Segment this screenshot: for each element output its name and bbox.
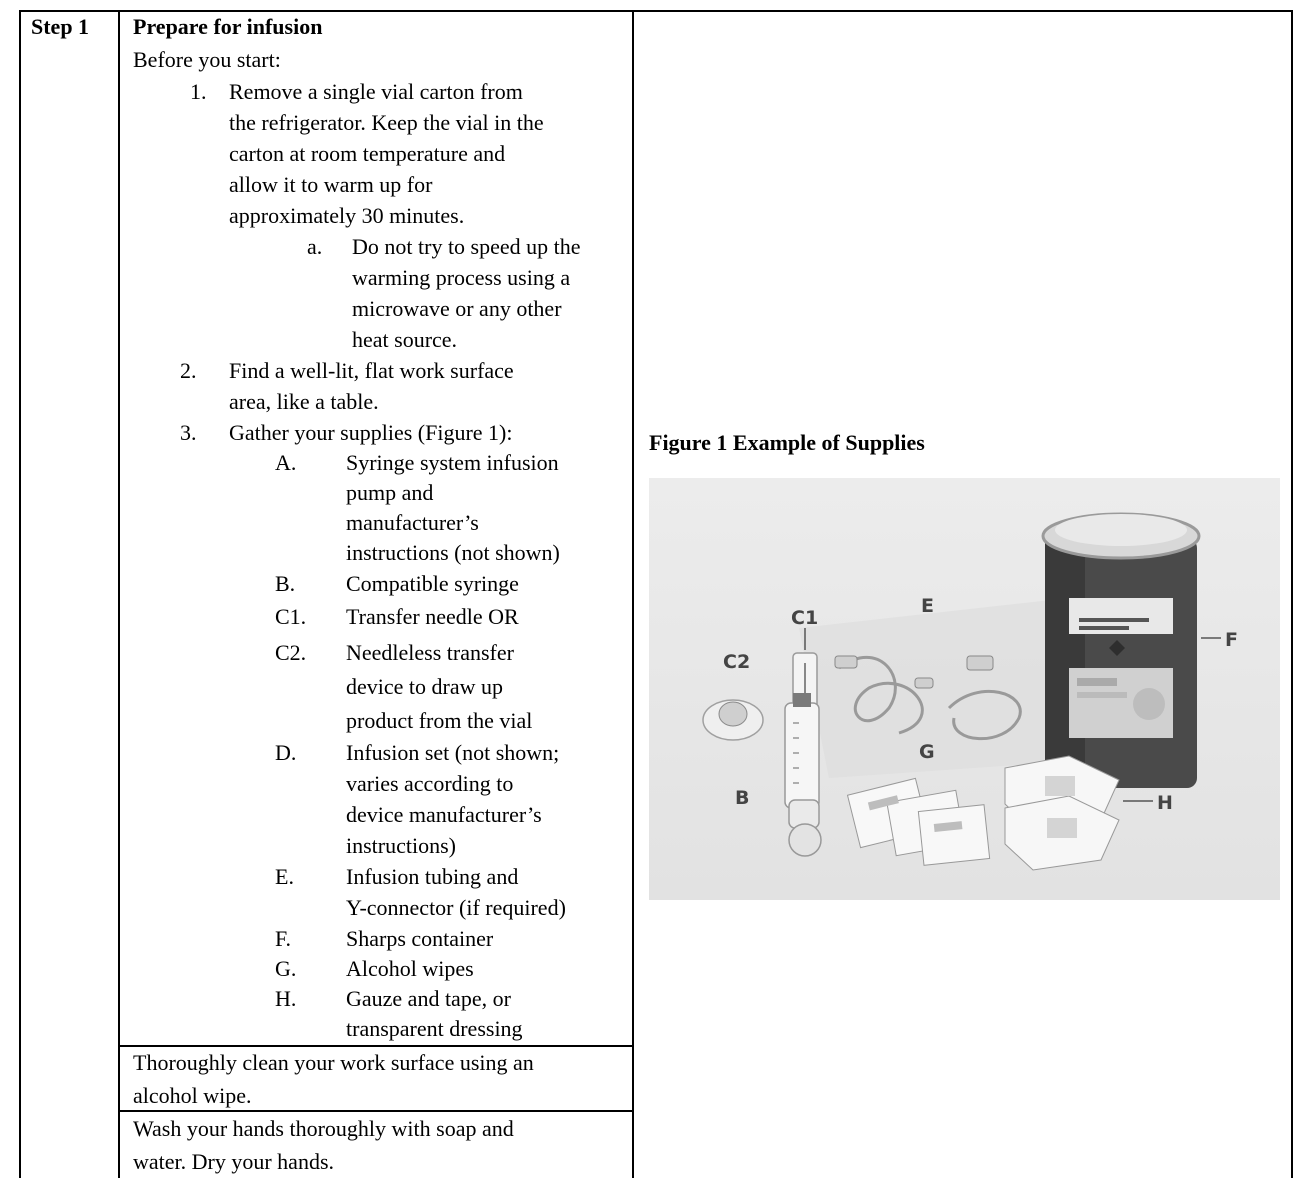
figure-label: B	[735, 787, 750, 809]
supply-letter: E.	[275, 864, 294, 889]
list-item-line: Gather your supplies (Figure 1):	[229, 420, 513, 445]
supply-letter: C2.	[275, 640, 307, 665]
step-label: Step 1	[31, 14, 90, 39]
figure-label: F	[1225, 629, 1238, 651]
supply-letter: D.	[275, 740, 297, 765]
supply-line: Transfer needle OR	[346, 604, 519, 629]
figure-label: E	[921, 595, 934, 617]
supply-line: Compatible syringe	[346, 571, 519, 596]
list-number: 2.	[180, 358, 197, 383]
supply-line: manufacturer’s	[346, 510, 479, 535]
supply-line: device to draw up	[346, 674, 503, 699]
wash-instruction-line: water. Dry your hands.	[133, 1149, 335, 1174]
supplies-figure	[649, 478, 1280, 900]
wash-instruction-line: Wash your hands thoroughly with soap and	[133, 1116, 514, 1141]
supply-line: Syringe system infusion	[346, 450, 559, 475]
table-border-left	[19, 10, 21, 1178]
clean-instruction-line: alcohol wipe.	[133, 1083, 252, 1108]
supply-line: product from the vial	[346, 708, 533, 733]
supply-line: transparent dressing	[346, 1016, 523, 1041]
supply-letter: C1.	[275, 604, 307, 629]
supply-line: Gauze and tape, or	[346, 986, 511, 1011]
list-number: a.	[307, 234, 323, 259]
supply-letter: G.	[275, 956, 297, 981]
list-item-line: microwave or any other	[352, 296, 562, 321]
supply-letter: F.	[275, 926, 291, 951]
supply-line: Sharps container	[346, 926, 494, 951]
supply-letter: B.	[275, 571, 296, 596]
clean-instruction-line: Thoroughly clean your work surface using an	[133, 1050, 534, 1075]
list-item-line: carton at room temperature and	[229, 141, 506, 166]
list-item-line: approximately 30 minutes.	[229, 203, 465, 228]
supply-line: Y-connector (if required)	[346, 895, 566, 920]
list-item-line: the refrigerator. Keep the vial in the	[229, 110, 544, 135]
list-item-line: Find a well-lit, flat work surface	[229, 358, 514, 383]
table-border-top	[19, 10, 1293, 12]
intro-text: Before you start:	[133, 47, 281, 72]
figure-label: H	[1157, 792, 1173, 814]
supply-line: device manufacturer’s	[346, 802, 542, 827]
figure-label: C2	[723, 651, 751, 673]
table-column-divider-1	[118, 10, 120, 1178]
supply-line: varies according to	[346, 771, 514, 796]
list-item-line: allow it to warm up for	[229, 172, 433, 197]
supply-line: Infusion tubing and	[346, 864, 519, 889]
list-number: 3.	[180, 420, 197, 445]
table-column-divider-2	[632, 10, 634, 1178]
supply-line: Needleless transfer	[346, 640, 514, 665]
supply-line: Infusion set (not shown;	[346, 740, 560, 765]
supply-letter: H.	[275, 986, 297, 1011]
list-item-line: Do not try to speed up the	[352, 234, 581, 259]
list-item-line: area, like a table.	[229, 389, 379, 414]
table-row-divider-2	[118, 1110, 634, 1112]
list-item-line: Remove a single vial carton from	[229, 79, 523, 104]
table-border-right	[1291, 10, 1293, 1178]
supply-line: Alcohol wipes	[346, 956, 474, 981]
list-item-line: heat source.	[352, 327, 458, 352]
table-row-divider-1	[118, 1045, 634, 1047]
sharps-container-illustration	[1043, 514, 1199, 788]
supply-line: instructions)	[346, 833, 456, 858]
figure-label: G	[919, 741, 935, 763]
supply-line: instructions (not shown)	[346, 540, 560, 565]
figure-caption: Figure 1 Example of Supplies	[649, 430, 925, 455]
supply-line: pump and	[346, 480, 434, 505]
list-number: 1.	[190, 79, 207, 104]
supply-letter: A.	[275, 450, 297, 475]
figure-label: C1	[791, 607, 819, 629]
section-heading: Prepare for infusion	[133, 14, 323, 39]
list-item-line: warming process using a	[352, 265, 571, 290]
